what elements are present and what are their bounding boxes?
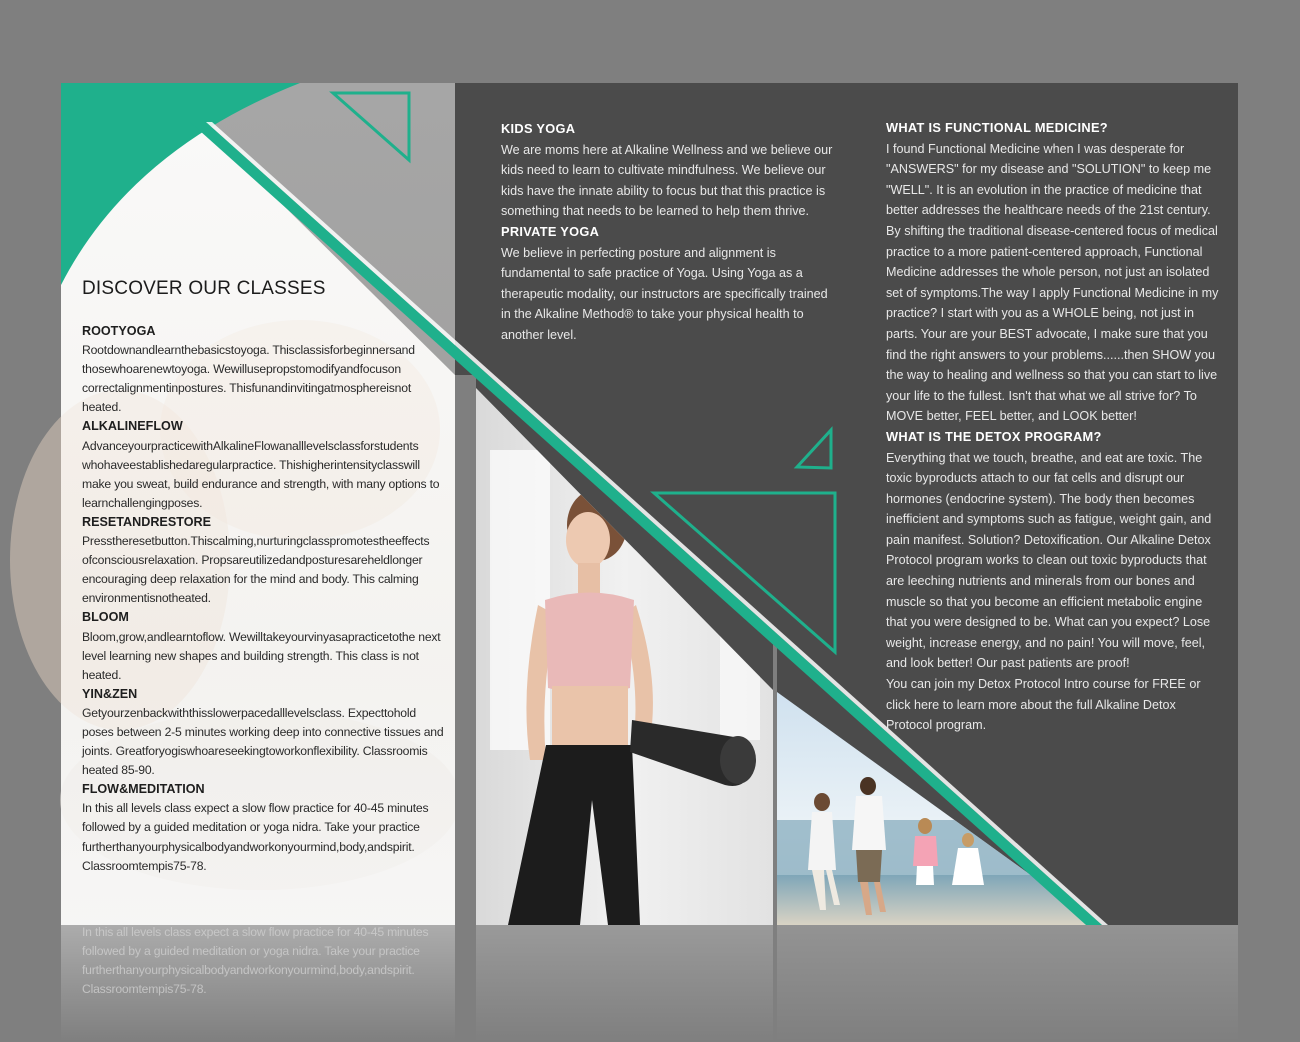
reflection-paragraph: In this all levels class expect a slow flow practice for 40-45 minutes followed by a guided meditation or yoga nidra. Take your practice furtherthanyourphysicalbodyandworkonyourmind,body,andspirit. Classroomtempis75-78. [82, 925, 429, 997]
class-name: YIN&ZEN [82, 686, 138, 701]
class-name: ALKALINEFLOW [82, 419, 183, 434]
class-entry [82, 608, 450, 684]
page-title: DISCOVER OUR CLASSES [82, 278, 326, 299]
class-entry [82, 417, 450, 512]
detox-program-text: Everything that we touch, breathe, and eat are toxic. The toxic byproducts attach to our fat cells and disrupt our hormones (endocrine system). The body then becomes inefficient and symptoms such as fatigue, weight gain, and pain manifest. Solution? Detoxification. Our Alkaline Detox Protocol program works to clean out toxic byproducts that are leeching nutrients and minerals from our bones and muscle so that you become an efficient metabolic engine that you were designed to be. What can you expect? Lose weight, increase energy, and no pain! You will move, feel, and look better! Our past patients are proof! [886, 450, 1212, 671]
kids-yoga-heading: KIDS YOGA [501, 121, 576, 136]
class-description: AdvanceyourpracticewithAlkalineFlowanalllevelsclassforstudents whohaveestablishedaregularpractice. Thishigherintensityclasswill make you sweat, build endurance and strength, with many options to learnchallengingposes. [82, 438, 440, 510]
reflection-text [82, 923, 450, 999]
class-entry [82, 513, 450, 608]
class-entry [82, 780, 450, 875]
detox-cta-text[interactable]: You can join my Detox Protocol Intro course for FREE or click here to learn more about the full Alkaline Detox Protocol program. [886, 677, 1201, 733]
panel2-text [501, 119, 836, 346]
fold-gap-1 [455, 375, 476, 925]
class-name: BLOOM [82, 610, 129, 625]
class-description: Bloom,grow,andlearntoflow. Wewilltakeyourvinyasapracticetothe next level learning new shapes and building strength. This class is not heated. [82, 629, 441, 682]
panel1-classes [82, 278, 450, 876]
class-name: FLOW&MEDITATION [82, 782, 205, 797]
class-name: RESETANDRESTORE [82, 514, 211, 529]
private-yoga-heading: PRIVATE YOGA [501, 223, 600, 239]
functional-medicine-heading: WHAT IS FUNCTIONAL MEDICINE? [886, 120, 1108, 135]
class-description: In this all levels class expect a slow flow practice for 40-45 minutes followed by a guided meditation or yoga nidra. Take your practice furtherthanyourphysicalbodyandworkonyourmind,body,andspirit. Classroomtempis75-78. [82, 801, 429, 873]
class-description: Rootdownandlearnthebasicstoyoga. Thisclassisforbeginnersand thosewhoarenewtoyoga. Wewillusepropstomodifyandfocuson correctalignmentinpostures. Thisfunandinvitingatmosphereisnot heated. [82, 343, 415, 415]
class-name: ROOTYOGA [82, 324, 156, 338]
detox-program-heading: WHAT IS THE DETOX PROGRAM? [886, 428, 1102, 444]
functional-medicine-text: I found Functional Medicine when I was desperate for "ANSWERS" for my disease and "SOLUTION" to keep me "WELL". It is an evolution in the practice of medicine that better addresses the healthcare needs of the 21st century. By shifting the traditional disease-centered focus of medical practice to a more patient-centered approach, Functional Medicine addresses the whole person, not just an isolated set of symptoms.The way I apply Functional Medicine in my practice? I start with you as a WHOLE being, not just in parts. Your are your BEST advocate, I make sure that you find the right answers to your problems......then SHOW you the way to healing and wellness so that you can start to live your life to the fullest. Isn't that what we all strive for? To MOVE better, FEEL better, and LOOK better! [886, 141, 1219, 424]
class-entry [82, 685, 450, 780]
fold-gap-2 [773, 640, 777, 925]
class-entry [82, 322, 450, 417]
panel3-text [886, 118, 1220, 736]
kids-yoga-text: We are moms here at Alkaline Wellness and we believe our kids need to learn to cultivate mindfulness. We believe our kids have the innate ability to focus but that this practice is something that needs to be learned to help them thrive. [501, 142, 833, 219]
private-yoga-text: We believe in perfecting posture and alignment is fundamental to safe practice of Yoga. Using Yoga as a therapeutic modality, our instructors are specifically trained in the Alkaline Method® to take your physical health to another level. [501, 245, 828, 342]
class-description: Getyourzenbackwiththisslowerpacedalllevelsclass. Expecttohold poses between 2-5 minutes working deep into connective tissues and joints. Greatforyogiswhoareseekingtoworkonflexibility. Classroomis heated 85-90. [82, 705, 444, 778]
class-description: Presstheresetbutton.Thiscalming,nurturingclasspromotestheeffects ofconsciousrelaxation. Propsareutilizedandposturesareheldlonger encouraging deep relaxation for the mind and body. This calming environmentisnotheated. [82, 534, 430, 606]
